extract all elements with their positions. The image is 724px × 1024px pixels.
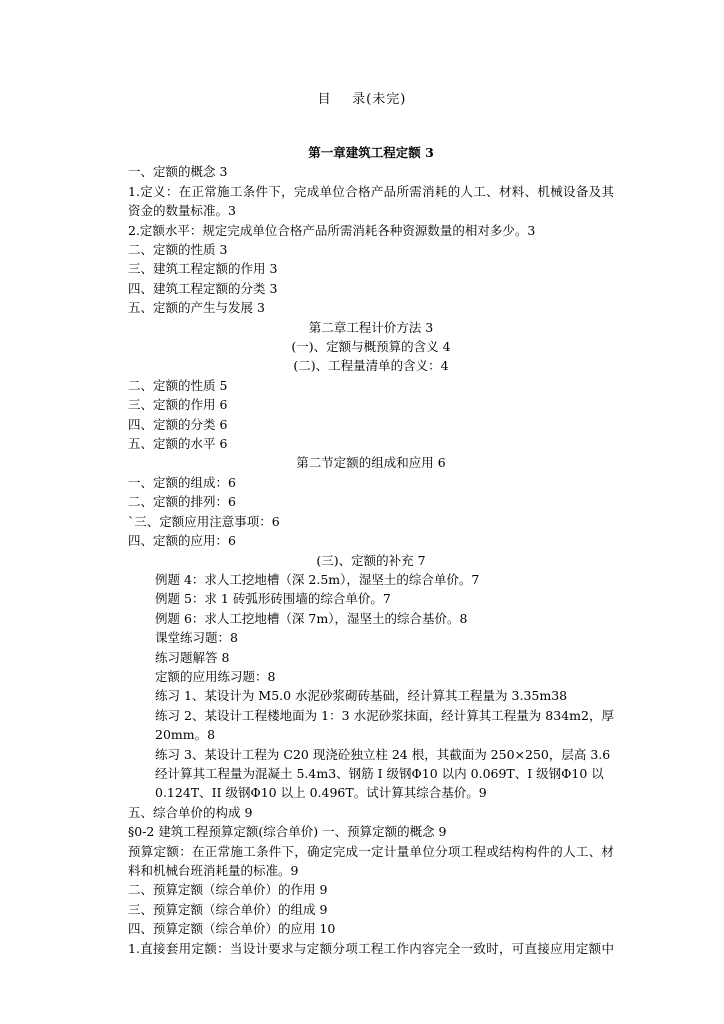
toc-line: 第一章建筑工程定额 3 <box>308 145 434 160</box>
toc-line: 四、建筑工程定额的分类 3 <box>128 280 278 296</box>
toc-line: 第二节定额的组成和应用 6 <box>296 455 446 471</box>
toc-line: 预算定额：在正常施工条件下，确定完成一定计量单位分项工程或结构构件的人工、材 <box>128 843 614 859</box>
toc-line: 四、定额的应用：6 <box>128 533 236 549</box>
toc-line: 练习 1、某设计为 M5.0 水泥砂浆砌砖基础，经计算其工程量为 3.35m38 <box>155 688 568 704</box>
toc-line: (一)、定额与概预算的含义 4 <box>291 339 451 355</box>
toc-line: 例题 6：求人工挖地槽（深 7m），湿坚土的综合基价。8 <box>155 610 468 626</box>
toc-line: 1.直接套用定额：当设计要求与定额分项工程工作内容完全一致时，可直接应用定额中 <box>128 940 614 956</box>
toc-line: 三、预算定额（综合单价）的组成 9 <box>128 901 328 917</box>
toc-line: 二、定额的排列：6 <box>128 494 236 510</box>
toc-line: 五、定额的水平 6 <box>128 436 228 452</box>
page-title: 目 录(未完) <box>317 92 407 107</box>
toc-line: `三、定额应用注意事项：6 <box>128 513 280 529</box>
toc-line: 料和机械台班消耗量的标准。9 <box>128 862 299 878</box>
toc-line: 二、定额的性质 5 <box>128 377 228 393</box>
toc-line: 0.124T、II 级钢Φ10 以上 0.496T。试计算其综合基价。9 <box>155 785 487 801</box>
toc-line: 一、定额的概念 3 <box>128 164 228 180</box>
toc-line: (三)、定额的补充 7 <box>316 552 426 568</box>
toc-line: 练习 2、某设计工程楼地面为 1：3 水泥砂浆抹面，经计算其工程量为 834m2，厚 <box>155 707 614 723</box>
toc-line: 二、定额的性质 3 <box>128 242 228 258</box>
toc-line: 1.定义：在正常施工条件下，完成单位合格产品所需消耗的人工、材料、机械设备及其 <box>128 183 614 199</box>
toc-line: 二、预算定额（综合单价）的作用 9 <box>128 882 328 898</box>
toc-line: 2.定额水平：规定完成单位合格产品所需消耗各种资源数量的相对多少。3 <box>128 222 536 238</box>
toc-line: 练习题解答 8 <box>155 649 230 665</box>
toc-line: 四、定额的分类 6 <box>128 416 228 432</box>
toc-line: 练习 3、某设计工程为 C20 现浇砼独立柱 24 根，其截面为 250×250，层高 3.6 <box>155 746 611 762</box>
toc-line: 第二章工程计价方法 3 <box>308 319 434 335</box>
toc-line: §0-2 建筑工程预算定额(综合单价) 一、预算定额的概念 9 <box>128 824 447 840</box>
toc-line: 经计算其工程量为混凝土 5.4m3、钢筋 I 级钢Φ10 以内 0.069T、I 级钢Φ10 以 <box>155 765 604 781</box>
toc-line: 三、定额的作用 6 <box>128 397 228 413</box>
toc-line: 20mm。8 <box>155 727 216 743</box>
toc-line: 五、综合单价的构成 9 <box>128 804 253 820</box>
table-of-contents <box>128 143 614 958</box>
toc-line: 四、预算定额（综合单价）的应用 10 <box>128 921 336 937</box>
toc-line: 三、建筑工程定额的作用 3 <box>128 261 278 277</box>
toc-line: 五、定额的产生与发展 3 <box>128 300 265 316</box>
toc-line: 例题 5：求 1 砖弧形砖围墙的综合单价。7 <box>155 591 391 607</box>
toc-line: 例题 4：求人工挖地槽（深 2.5m），湿坚土的综合单价。7 <box>155 571 480 587</box>
toc-line: 一、定额的组成：6 <box>128 474 236 490</box>
toc-line: (二)、工程量清单的含义：4 <box>293 358 449 374</box>
toc-line: 课堂练习题：8 <box>155 630 238 646</box>
toc-line: 资金的数量标准。3 <box>128 203 236 219</box>
toc-line: 定额的应用练习题：8 <box>155 668 276 684</box>
